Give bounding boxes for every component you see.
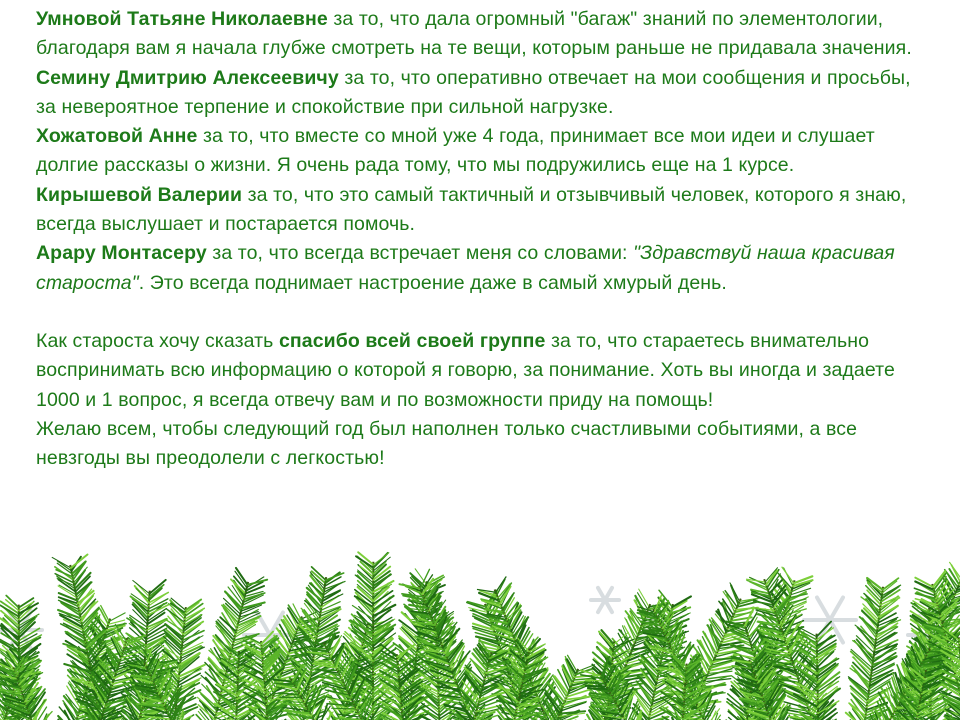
entry-semin: [36, 64, 926, 123]
entry-araru: [36, 239, 926, 298]
gratitude-text: [36, 5, 926, 473]
paragraph-spacer: [36, 298, 926, 327]
entry-name: Семину Дмитрию Алексеевичу: [36, 66, 339, 89]
snowflake-icon: [591, 588, 619, 612]
entry-text: за то, что оперативно отвечает на мои сообщения и просьбы, за невероятное терпение и спокойствие при сильной нагрузке.: [36, 66, 911, 118]
fir-branches: [0, 552, 960, 720]
closing-wish: Желаю всем, чтобы следующий год был наполнен только счастливыми событиями, а все невзгоды вы преодолели с легкостью!: [36, 417, 858, 470]
closing-intro: Как староста хочу сказать: [36, 329, 279, 352]
closing-emphasis: спасибо всей своей группе: [278, 329, 546, 352]
entry-text: за то, что всегда встречает меня со словами:: [206, 242, 634, 265]
greeting-quote: "Здравствуй наша красивая староста": [36, 242, 895, 294]
fir-sprig: [846, 578, 901, 720]
entry-khozhatova: [36, 122, 926, 181]
entry-name: Кирышевой Валерии: [36, 183, 243, 206]
closing-rest: за то, что стараетесь внимательно воспринимать всю информацию о которой я говорю, за понимание. Хоть вы иногда и задаете 1000 и 1 вопрос, я всегда отвечу вам и по возможности приду на помощь!: [36, 329, 895, 411]
entry-name: Умновой Татьяне Николаевне: [36, 8, 328, 30]
closing-thanks: [36, 327, 926, 415]
entry-name: Арару Монтасеру: [36, 242, 207, 265]
entry-umnova: [36, 5, 926, 64]
entry-text-after: . Это всегда поднимает настроение даже в самый хмурый день.: [138, 271, 727, 294]
entry-kiryshева: [36, 181, 926, 240]
entry-name: Хожатовой Анне: [36, 125, 198, 148]
fir-branches-border: [0, 540, 960, 720]
entry-text: за то, что дала огромный "багаж" знаний по элементологии, благодаря вам я начала глубже смотреть на те вещи, которым раньше не придавала значения.: [36, 8, 912, 60]
entry-text: за то, что это самый тактичный и отзывчивый человек, которого я знаю, всегда выслушает и постарается помочь.: [36, 183, 907, 236]
entry-text: за то, что вместе со мной уже 4 года, принимает все мои идеи и слушает долгие рассказы о жизни. Я очень рада тому, что мы подружились еще на 1 курсе.: [36, 125, 875, 177]
